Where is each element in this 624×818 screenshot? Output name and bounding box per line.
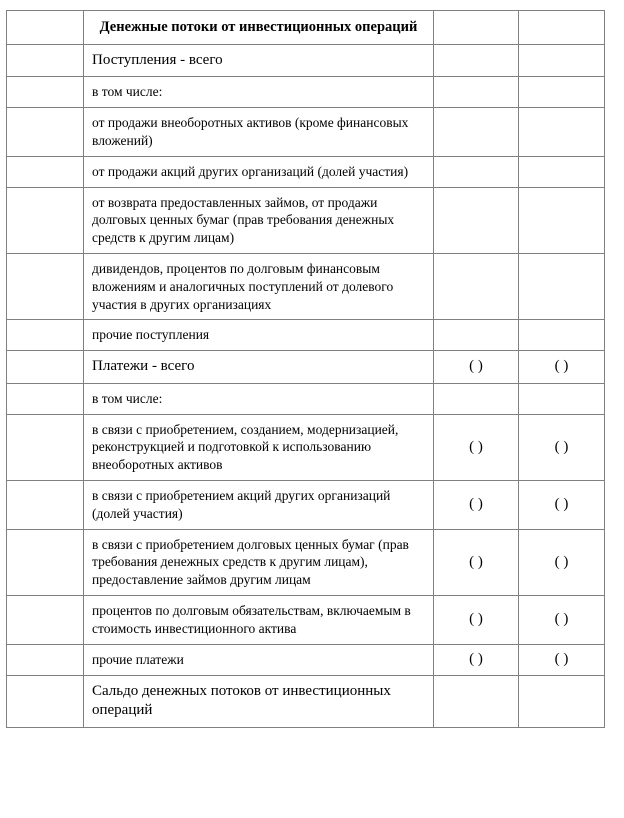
row-code-cell[interactable]	[7, 644, 84, 675]
negative-value-marker: ( )	[469, 650, 483, 667]
table-row	[7, 383, 605, 414]
row-value-cell-2[interactable]	[519, 254, 605, 320]
table-row	[7, 481, 605, 530]
row-value-1	[434, 57, 518, 65]
row-value-2	[519, 57, 604, 65]
row-value-cell-1[interactable]	[434, 254, 519, 320]
row-label: в связи с приобретением, созданием, модернизацией, реконструкцией и подготовкой к использованию внеоборотных активов	[92, 421, 399, 473]
row-value-cell-2[interactable]	[519, 481, 605, 530]
row-value-cell-1[interactable]	[434, 644, 519, 675]
row-value-cell-2[interactable]	[519, 596, 605, 645]
negative-value-marker: ( )	[469, 438, 483, 455]
row-code-cell[interactable]	[7, 675, 84, 727]
table-row	[7, 108, 605, 157]
row-label: Поступления - всего	[92, 51, 223, 68]
row-value-cell-2[interactable]	[519, 77, 605, 108]
row-label-cell	[84, 414, 434, 480]
row-value-cell-2[interactable]	[519, 414, 605, 480]
row-code-cell[interactable]	[7, 44, 84, 77]
negative-value-marker: ( )	[554, 611, 569, 628]
table-row	[7, 187, 605, 253]
row-value-2	[519, 283, 604, 291]
row-label-cell	[84, 77, 434, 108]
row-label-cell	[84, 156, 434, 187]
row-code-cell[interactable]	[7, 351, 84, 384]
row-value-cell-2[interactable]	[519, 156, 605, 187]
row-value-cell-2[interactable]	[519, 644, 605, 675]
table-row	[7, 77, 605, 108]
negative-value-marker: ( )	[469, 553, 483, 570]
row-label-cell	[84, 254, 434, 320]
row-value-1	[434, 128, 518, 136]
table-row	[7, 675, 605, 727]
row-value-1	[434, 395, 518, 403]
row-value-2	[519, 128, 604, 136]
row-value-cell-1[interactable]	[434, 77, 519, 108]
row-value-2	[519, 697, 604, 705]
row-value-2	[519, 23, 604, 31]
table-row	[7, 414, 605, 480]
negative-value-marker: ( )	[554, 358, 569, 375]
row-label-cell	[84, 529, 434, 595]
row-value-2	[519, 168, 604, 176]
table-row	[7, 596, 605, 645]
row-code-cell[interactable]	[7, 529, 84, 595]
row-code-cell[interactable]	[7, 108, 84, 157]
row-value-cell-1[interactable]	[434, 481, 519, 530]
row-value-cell-1[interactable]	[434, 529, 519, 595]
row-label: прочие платежи	[92, 651, 184, 667]
negative-value-marker: ( )	[554, 496, 569, 513]
row-value-cell-2[interactable]	[519, 187, 605, 253]
row-value-1	[434, 23, 518, 31]
row-label: в связи с приобретением акций других организаций (долей участия)	[92, 488, 391, 521]
row-value-cell-1[interactable]	[434, 675, 519, 727]
row-value-cell-2[interactable]	[519, 529, 605, 595]
row-label-cell	[84, 596, 434, 645]
row-code-cell[interactable]	[7, 77, 84, 108]
row-value-cell-1[interactable]	[434, 383, 519, 414]
row-label: дивидендов, процентов по долговым финансовым вложениям и аналогичных поступлений от долевого участия в других организациях	[92, 261, 394, 312]
investing-cash-flows-table	[6, 10, 605, 728]
row-label: от возврата предоставленных займов, от продажи долговых ценных бумаг (прав требования денежных средств к другим лицам)	[92, 194, 395, 246]
row-value-cell-1[interactable]	[434, 320, 519, 351]
row-value-cell-2[interactable]	[519, 351, 605, 384]
row-value-cell-1[interactable]	[434, 351, 519, 384]
table-row	[7, 254, 605, 320]
table-row	[7, 529, 605, 595]
row-value-2	[519, 216, 604, 224]
row-value-1	[434, 331, 518, 339]
row-value-cell-1[interactable]	[434, 11, 519, 45]
table-row	[7, 44, 605, 77]
table-row	[7, 644, 605, 675]
row-label-cell	[84, 320, 434, 351]
row-value-cell-2[interactable]	[519, 383, 605, 414]
row-label-cell	[84, 44, 434, 77]
negative-value-marker: ( )	[554, 553, 569, 570]
row-value-cell-1[interactable]	[434, 596, 519, 645]
row-value-cell-2[interactable]	[519, 11, 605, 45]
row-value-2	[519, 88, 604, 96]
row-label-cell	[84, 187, 434, 253]
row-label-cell	[84, 108, 434, 157]
row-value-cell-2[interactable]	[519, 108, 605, 157]
row-value-1	[434, 283, 518, 291]
row-label: в связи с приобретением долговых ценных бумаг (прав требования денежных средств к другим лицам), предоставление займов другим лицам	[92, 536, 409, 588]
table-row	[7, 156, 605, 187]
negative-value-marker: ( )	[469, 611, 483, 628]
section-title-cell	[84, 11, 434, 45]
row-value-2	[519, 395, 604, 403]
row-code-cell[interactable]	[7, 481, 84, 530]
row-label: от продажи внеоборотных активов (кроме финансовых вложений)	[92, 115, 409, 148]
row-code-cell[interactable]	[7, 320, 84, 351]
row-label: Платежи - всего	[92, 358, 195, 375]
row-value-cell-2[interactable]	[519, 675, 605, 727]
section-title: Денежные потоки от инвестиционных операций	[99, 19, 418, 35]
table-body	[7, 11, 605, 728]
row-value-cell-1[interactable]	[434, 108, 519, 157]
negative-value-marker: ( )	[554, 650, 569, 667]
row-value-cell-1[interactable]	[434, 156, 519, 187]
negative-value-marker: ( )	[554, 438, 569, 455]
row-code-cell[interactable]	[7, 156, 84, 187]
row-label: процентов по долговым обязательствам, включаемым в стоимость инвестиционного актива	[92, 603, 411, 636]
row-code-cell[interactable]	[7, 414, 84, 480]
row-code-cell[interactable]	[7, 383, 84, 414]
cash-flow-statement-sheet	[6, 10, 604, 728]
row-code-cell[interactable]	[7, 11, 84, 45]
row-value-1	[434, 697, 518, 705]
row-label-cell	[84, 383, 434, 414]
row-code-cell[interactable]	[7, 596, 84, 645]
row-label-cell	[84, 481, 434, 530]
row-label: в том числе:	[92, 84, 163, 100]
row-value-cell-1[interactable]	[434, 44, 519, 77]
table-row	[7, 351, 605, 384]
row-label-cell	[84, 644, 434, 675]
row-code-cell[interactable]	[7, 254, 84, 320]
negative-value-marker: ( )	[469, 358, 483, 375]
row-value-1	[434, 168, 518, 176]
row-value-cell-1[interactable]	[434, 414, 519, 480]
negative-value-marker: ( )	[469, 496, 483, 513]
row-label: от продажи акций других организаций (долей участия)	[92, 163, 409, 179]
row-code-cell[interactable]	[7, 187, 84, 253]
row-value-1	[434, 88, 518, 96]
row-value-1	[434, 216, 518, 224]
row-label: в том числе:	[92, 390, 163, 406]
row-label: Сальдо денежных потоков от инвестиционных операций	[92, 682, 391, 719]
row-label: прочие поступления	[92, 327, 210, 343]
row-value-cell-1[interactable]	[434, 187, 519, 253]
table-row	[7, 320, 605, 351]
row-value-cell-2[interactable]	[519, 320, 605, 351]
row-label-cell	[84, 351, 434, 384]
row-label-cell	[84, 675, 434, 727]
row-value-cell-2[interactable]	[519, 44, 605, 77]
row-value-2	[519, 331, 604, 339]
table-row	[7, 11, 605, 45]
